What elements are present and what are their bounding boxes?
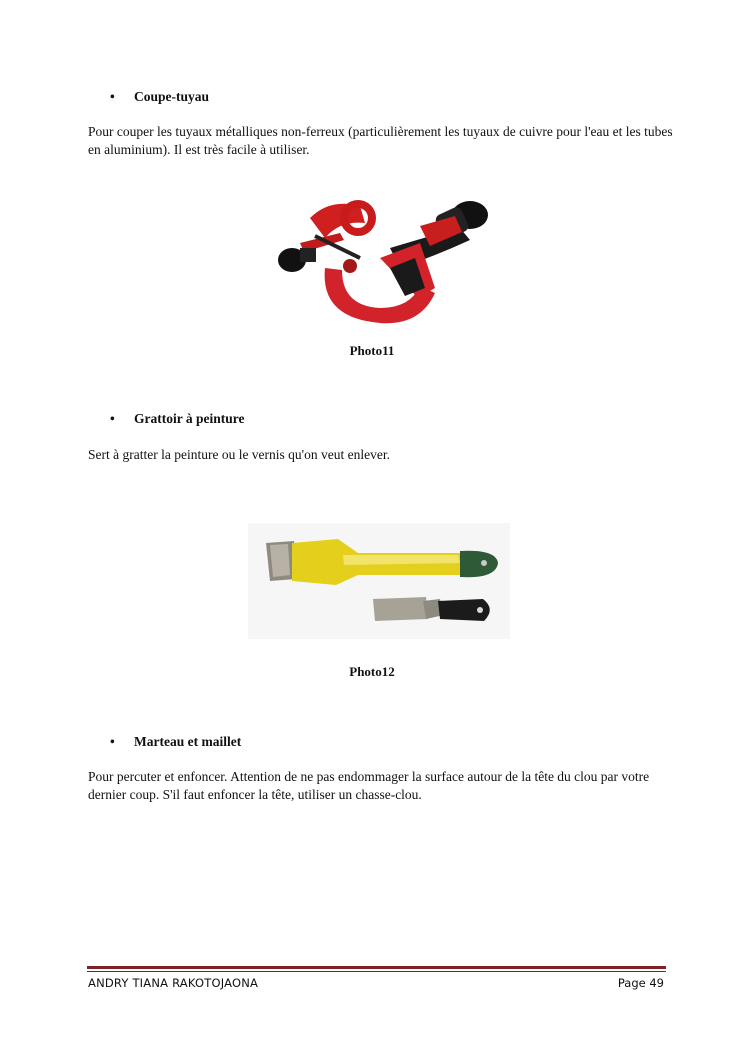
bullet: • — [110, 89, 115, 104]
page-number: Page 49 — [617, 976, 664, 990]
bullet: • — [110, 411, 115, 426]
heading-text: Marteau et maillet — [134, 734, 242, 749]
heading-text: Coupe-tuyau — [134, 89, 210, 104]
footer-rule-thin — [87, 971, 666, 972]
heading-text: Grattoir à peinture — [134, 411, 245, 426]
photo-caption: Photo12 — [349, 664, 395, 679]
paragraph-coupe-tuyau: Pour couper les tuyaux métalliques non-ferreux (particulièrement les tuyaux de cuivre pour l'eau et les tubes en aluminium). Il est très facile à utiliser. — [88, 124, 673, 157]
paint-scraper-photo — [248, 523, 510, 639]
footer-author: ANDRY TIANA RAKOTOJAONA — [88, 976, 259, 990]
paragraph-marteau: Pour percuter et enfoncer. Attention de ne pas endommager la surface autour de la tête du clou par votre dernier coup. S'il faut enfoncer la tête, utiliser un chasse-clou. — [88, 769, 650, 802]
footer-rule — [87, 966, 666, 969]
bullet: • — [110, 734, 115, 749]
pipe-cutter-photo — [270, 188, 500, 338]
photo-caption: Photo11 — [349, 343, 395, 358]
paragraph-grattoir: Sert à gratter la peinture ou le vernis qu'on veut enlever. — [88, 447, 390, 462]
